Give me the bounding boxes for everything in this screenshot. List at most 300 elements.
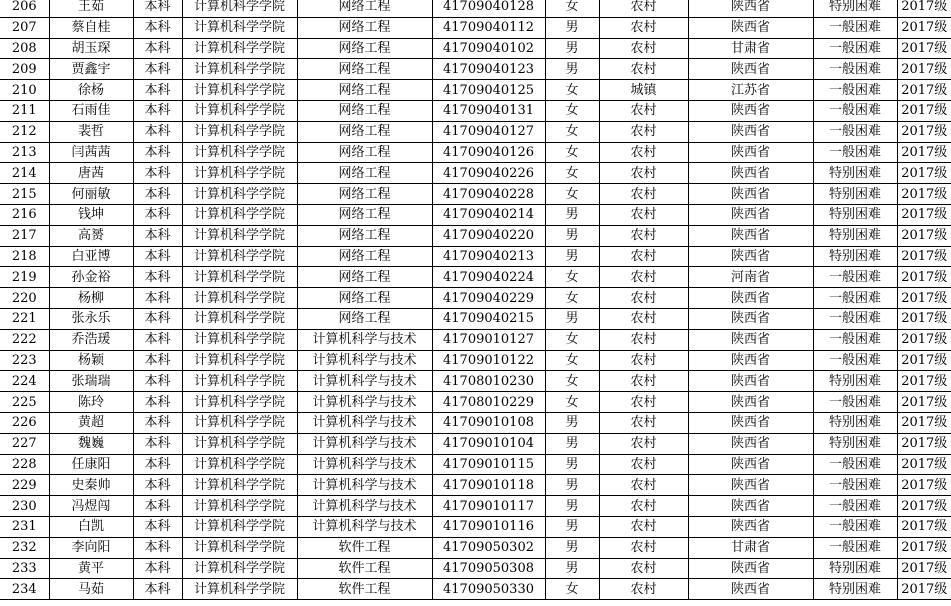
name-cell: 杨颖 (49, 350, 133, 371)
difficulty-cell: 特别困难 (813, 371, 897, 392)
difficulty-cell: 特别困难 (813, 0, 897, 17)
student-id-cell: 41709010108 (432, 412, 545, 433)
student-id-cell: 41709040220 (432, 225, 545, 246)
gender-cell: 男 (545, 308, 599, 329)
province-cell: 河南省 (688, 267, 813, 288)
major-cell: 网络工程 (297, 246, 432, 267)
province-cell: 陕西省 (688, 225, 813, 246)
table-row (0, 246, 951, 267)
province-cell: 陕西省 (688, 308, 813, 329)
major-cell: 计算机科学与技术 (297, 392, 432, 413)
college-cell: 计算机科学学院 (182, 558, 297, 579)
difficulty-cell: 一般困难 (813, 17, 897, 38)
gender-cell: 女 (545, 392, 599, 413)
name-cell: 马茹 (49, 579, 133, 600)
seq-cell: 228 (0, 454, 49, 475)
name-cell: 孙金裕 (49, 267, 133, 288)
grade-cell: 2017级 (897, 579, 951, 600)
difficulty-cell: 一般困难 (813, 475, 897, 496)
level-cell: 本科 (133, 392, 182, 413)
student-id-cell: 41708010230 (432, 371, 545, 392)
province-cell: 陕西省 (688, 288, 813, 309)
seq-cell: 221 (0, 308, 49, 329)
residence-cell: 农村 (599, 412, 688, 433)
college-cell: 计算机科学学院 (182, 350, 297, 371)
gender-cell: 女 (545, 288, 599, 309)
college-cell: 计算机科学学院 (182, 475, 297, 496)
major-cell: 网络工程 (297, 59, 432, 80)
gender-cell: 男 (545, 558, 599, 579)
seq-cell: 234 (0, 579, 49, 600)
grade-cell: 2017级 (897, 80, 951, 101)
residence-cell: 农村 (599, 184, 688, 205)
college-cell: 计算机科学学院 (182, 392, 297, 413)
residence-cell: 农村 (599, 558, 688, 579)
level-cell: 本科 (133, 433, 182, 454)
gender-cell: 女 (545, 267, 599, 288)
student-id-cell: 41709040125 (432, 80, 545, 101)
seq-cell: 222 (0, 329, 49, 350)
province-cell: 陕西省 (688, 454, 813, 475)
province-cell: 陕西省 (688, 516, 813, 537)
seq-cell: 218 (0, 246, 49, 267)
college-cell: 计算机科学学院 (182, 579, 297, 600)
name-cell: 石雨佳 (49, 100, 133, 121)
college-cell: 计算机科学学院 (182, 412, 297, 433)
table-row (0, 371, 951, 392)
student-id-cell: 41709040128 (432, 0, 545, 17)
major-cell: 网络工程 (297, 184, 432, 205)
difficulty-cell: 特别困难 (813, 246, 897, 267)
difficulty-cell: 一般困难 (813, 59, 897, 80)
major-cell: 网络工程 (297, 80, 432, 101)
residence-cell: 农村 (599, 496, 688, 517)
student-id-cell: 41709040229 (432, 288, 545, 309)
name-cell: 白凯 (49, 516, 133, 537)
gender-cell: 女 (545, 371, 599, 392)
major-cell: 网络工程 (297, 0, 432, 17)
college-cell: 计算机科学学院 (182, 121, 297, 142)
name-cell: 陈玲 (49, 392, 133, 413)
level-cell: 本科 (133, 329, 182, 350)
difficulty-cell: 特别困难 (813, 433, 897, 454)
gender-cell: 男 (545, 454, 599, 475)
province-cell: 陕西省 (688, 412, 813, 433)
level-cell: 本科 (133, 308, 182, 329)
grade-cell: 2017级 (897, 0, 951, 17)
table-row (0, 475, 951, 496)
level-cell: 本科 (133, 184, 182, 205)
name-cell: 黄超 (49, 412, 133, 433)
major-cell: 网络工程 (297, 163, 432, 184)
residence-cell: 农村 (599, 17, 688, 38)
college-cell: 计算机科学学院 (182, 454, 297, 475)
name-cell: 高赟 (49, 225, 133, 246)
difficulty-cell: 一般困难 (813, 350, 897, 371)
level-cell: 本科 (133, 288, 182, 309)
name-cell: 蔡自桂 (49, 17, 133, 38)
table-row (0, 17, 951, 38)
grade-cell: 2017级 (897, 392, 951, 413)
residence-cell: 农村 (599, 225, 688, 246)
student-id-cell: 41709010118 (432, 475, 545, 496)
province-cell: 陕西省 (688, 558, 813, 579)
province-cell: 甘肃省 (688, 537, 813, 558)
table-row (0, 142, 951, 163)
name-cell: 任康阳 (49, 454, 133, 475)
residence-cell: 农村 (599, 579, 688, 600)
major-cell: 计算机科学与技术 (297, 412, 432, 433)
level-cell: 本科 (133, 204, 182, 225)
major-cell: 网络工程 (297, 17, 432, 38)
grade-cell: 2017级 (897, 516, 951, 537)
gender-cell: 男 (545, 516, 599, 537)
student-id-cell: 41709010115 (432, 454, 545, 475)
seq-cell: 206 (0, 0, 49, 17)
seq-cell: 227 (0, 433, 49, 454)
student-id-cell: 41709040123 (432, 59, 545, 80)
grade-cell: 2017级 (897, 267, 951, 288)
seq-cell: 217 (0, 225, 49, 246)
student-id-cell: 41709040131 (432, 100, 545, 121)
residence-cell: 农村 (599, 59, 688, 80)
grade-cell: 2017级 (897, 475, 951, 496)
seq-cell: 213 (0, 142, 49, 163)
level-cell: 本科 (133, 350, 182, 371)
residence-cell: 农村 (599, 371, 688, 392)
gender-cell: 女 (545, 142, 599, 163)
college-cell: 计算机科学学院 (182, 246, 297, 267)
major-cell: 软件工程 (297, 579, 432, 600)
name-cell: 李向阳 (49, 537, 133, 558)
table-row (0, 412, 951, 433)
seq-cell: 232 (0, 537, 49, 558)
student-id-cell: 41709040102 (432, 38, 545, 59)
difficulty-cell: 一般困难 (813, 121, 897, 142)
seq-cell: 207 (0, 17, 49, 38)
name-cell: 乔浩瑗 (49, 329, 133, 350)
student-id-cell: 41709040213 (432, 246, 545, 267)
table-row (0, 516, 951, 537)
table-row (0, 558, 951, 579)
name-cell: 史秦帅 (49, 475, 133, 496)
name-cell: 白亚博 (49, 246, 133, 267)
level-cell: 本科 (133, 17, 182, 38)
grade-cell: 2017级 (897, 537, 951, 558)
major-cell: 计算机科学与技术 (297, 433, 432, 454)
level-cell: 本科 (133, 558, 182, 579)
table-row (0, 184, 951, 205)
level-cell: 本科 (133, 59, 182, 80)
student-id-cell: 41709010117 (432, 496, 545, 517)
seq-cell: 219 (0, 267, 49, 288)
province-cell: 陕西省 (688, 0, 813, 17)
residence-cell: 农村 (599, 267, 688, 288)
grade-cell: 2017级 (897, 329, 951, 350)
residence-cell: 农村 (599, 392, 688, 413)
seq-cell: 229 (0, 475, 49, 496)
college-cell: 计算机科学学院 (182, 80, 297, 101)
table-row (0, 433, 951, 454)
table-row (0, 329, 951, 350)
college-cell: 计算机科学学院 (182, 267, 297, 288)
province-cell: 江苏省 (688, 80, 813, 101)
college-cell: 计算机科学学院 (182, 142, 297, 163)
gender-cell: 男 (545, 246, 599, 267)
residence-cell: 农村 (599, 100, 688, 121)
residence-cell: 农村 (599, 350, 688, 371)
student-id-cell: 41709010104 (432, 433, 545, 454)
province-cell: 陕西省 (688, 579, 813, 600)
table-row (0, 267, 951, 288)
province-cell: 陕西省 (688, 496, 813, 517)
gender-cell: 男 (545, 59, 599, 80)
grade-cell: 2017级 (897, 204, 951, 225)
gender-cell: 女 (545, 121, 599, 142)
level-cell: 本科 (133, 475, 182, 496)
level-cell: 本科 (133, 371, 182, 392)
gender-cell: 女 (545, 350, 599, 371)
gender-cell: 男 (545, 17, 599, 38)
province-cell: 甘肃省 (688, 38, 813, 59)
table-row (0, 308, 951, 329)
student-id-cell: 41709040112 (432, 17, 545, 38)
grade-cell: 2017级 (897, 288, 951, 309)
major-cell: 网络工程 (297, 38, 432, 59)
province-cell: 陕西省 (688, 204, 813, 225)
seq-cell: 220 (0, 288, 49, 309)
college-cell: 计算机科学学院 (182, 184, 297, 205)
name-cell: 唐茜 (49, 163, 133, 184)
student-id-cell: 41709040228 (432, 184, 545, 205)
level-cell: 本科 (133, 38, 182, 59)
seq-cell: 214 (0, 163, 49, 184)
gender-cell: 女 (545, 163, 599, 184)
name-cell: 冯煜闯 (49, 496, 133, 517)
student-id-cell: 41709040126 (432, 142, 545, 163)
name-cell: 胡玉琛 (49, 38, 133, 59)
grade-cell: 2017级 (897, 371, 951, 392)
major-cell: 网络工程 (297, 267, 432, 288)
table-row (0, 204, 951, 225)
province-cell: 陕西省 (688, 329, 813, 350)
name-cell: 贾鑫宇 (49, 59, 133, 80)
province-cell: 陕西省 (688, 184, 813, 205)
residence-cell: 农村 (599, 142, 688, 163)
major-cell: 计算机科学与技术 (297, 454, 432, 475)
name-cell: 裴哲 (49, 121, 133, 142)
name-cell: 黄平 (49, 558, 133, 579)
difficulty-cell: 特别困难 (813, 412, 897, 433)
difficulty-cell: 特别困难 (813, 558, 897, 579)
seq-cell: 211 (0, 100, 49, 121)
province-cell: 陕西省 (688, 475, 813, 496)
major-cell: 计算机科学与技术 (297, 496, 432, 517)
college-cell: 计算机科学学院 (182, 100, 297, 121)
seq-cell: 224 (0, 371, 49, 392)
major-cell: 网络工程 (297, 142, 432, 163)
difficulty-cell: 特别困难 (813, 579, 897, 600)
college-cell: 计算机科学学院 (182, 516, 297, 537)
difficulty-cell: 一般困难 (813, 100, 897, 121)
table-row (0, 496, 951, 517)
grade-cell: 2017级 (897, 59, 951, 80)
table-row (0, 392, 951, 413)
gender-cell: 女 (545, 0, 599, 17)
gender-cell: 女 (545, 329, 599, 350)
college-cell: 计算机科学学院 (182, 308, 297, 329)
residence-cell: 农村 (599, 0, 688, 17)
table-row (0, 350, 951, 371)
province-cell: 陕西省 (688, 371, 813, 392)
student-id-cell: 41709040214 (432, 204, 545, 225)
seq-cell: 212 (0, 121, 49, 142)
student-id-cell: 41709040127 (432, 121, 545, 142)
level-cell: 本科 (133, 100, 182, 121)
gender-cell: 男 (545, 475, 599, 496)
difficulty-cell: 特别困难 (813, 184, 897, 205)
grade-cell: 2017级 (897, 350, 951, 371)
gender-cell: 男 (545, 38, 599, 59)
difficulty-cell: 特别困难 (813, 163, 897, 184)
student-id-cell: 41709040224 (432, 267, 545, 288)
table-row (0, 225, 951, 246)
province-cell: 陕西省 (688, 17, 813, 38)
grade-cell: 2017级 (897, 246, 951, 267)
name-cell: 闫茜茜 (49, 142, 133, 163)
major-cell: 计算机科学与技术 (297, 329, 432, 350)
residence-cell: 农村 (599, 537, 688, 558)
level-cell: 本科 (133, 579, 182, 600)
difficulty-cell: 一般困难 (813, 516, 897, 537)
difficulty-cell: 一般困难 (813, 288, 897, 309)
difficulty-cell: 一般困难 (813, 267, 897, 288)
difficulty-cell: 特别困难 (813, 225, 897, 246)
gender-cell: 女 (545, 100, 599, 121)
grade-cell: 2017级 (897, 308, 951, 329)
gender-cell: 男 (545, 433, 599, 454)
gender-cell: 男 (545, 225, 599, 246)
residence-cell: 农村 (599, 163, 688, 184)
level-cell: 本科 (133, 267, 182, 288)
level-cell: 本科 (133, 516, 182, 537)
major-cell: 网络工程 (297, 288, 432, 309)
student-id-cell: 41709040215 (432, 308, 545, 329)
level-cell: 本科 (133, 454, 182, 475)
major-cell: 计算机科学与技术 (297, 475, 432, 496)
seq-cell: 223 (0, 350, 49, 371)
seq-cell: 231 (0, 516, 49, 537)
gender-cell: 女 (545, 579, 599, 600)
name-cell: 何丽敏 (49, 184, 133, 205)
grade-cell: 2017级 (897, 163, 951, 184)
student-id-cell: 41709010127 (432, 329, 545, 350)
college-cell: 计算机科学学院 (182, 225, 297, 246)
level-cell: 本科 (133, 412, 182, 433)
table-row (0, 163, 951, 184)
major-cell: 网络工程 (297, 308, 432, 329)
difficulty-cell: 一般困难 (813, 80, 897, 101)
residence-cell: 农村 (599, 516, 688, 537)
province-cell: 陕西省 (688, 142, 813, 163)
province-cell: 陕西省 (688, 392, 813, 413)
college-cell: 计算机科学学院 (182, 329, 297, 350)
gender-cell: 男 (545, 412, 599, 433)
college-cell: 计算机科学学院 (182, 17, 297, 38)
difficulty-cell: 特别困难 (813, 204, 897, 225)
level-cell: 本科 (133, 142, 182, 163)
major-cell: 网络工程 (297, 100, 432, 121)
name-cell: 钱坤 (49, 204, 133, 225)
seq-cell: 216 (0, 204, 49, 225)
table-row (0, 121, 951, 142)
name-cell: 张瑞瑞 (49, 371, 133, 392)
grade-cell: 2017级 (897, 17, 951, 38)
grade-cell: 2017级 (897, 496, 951, 517)
table-row (0, 38, 951, 59)
level-cell: 本科 (133, 163, 182, 184)
table-row (0, 0, 951, 17)
table-row (0, 100, 951, 121)
grade-cell: 2017级 (897, 225, 951, 246)
major-cell: 网络工程 (297, 225, 432, 246)
difficulty-cell: 一般困难 (813, 496, 897, 517)
major-cell: 网络工程 (297, 121, 432, 142)
college-cell: 计算机科学学院 (182, 163, 297, 184)
difficulty-cell: 一般困难 (813, 454, 897, 475)
table-row (0, 288, 951, 309)
residence-cell: 农村 (599, 475, 688, 496)
seq-cell: 209 (0, 59, 49, 80)
residence-cell: 农村 (599, 329, 688, 350)
college-cell: 计算机科学学院 (182, 59, 297, 80)
residence-cell: 农村 (599, 121, 688, 142)
student-id-cell: 41709010122 (432, 350, 545, 371)
grade-cell: 2017级 (897, 121, 951, 142)
level-cell: 本科 (133, 537, 182, 558)
grade-cell: 2017级 (897, 433, 951, 454)
difficulty-cell: 一般困难 (813, 329, 897, 350)
table-row (0, 454, 951, 475)
college-cell: 计算机科学学院 (182, 204, 297, 225)
college-cell: 计算机科学学院 (182, 0, 297, 17)
province-cell: 陕西省 (688, 433, 813, 454)
college-cell: 计算机科学学院 (182, 288, 297, 309)
gender-cell: 男 (545, 537, 599, 558)
province-cell: 陕西省 (688, 246, 813, 267)
seq-cell: 233 (0, 558, 49, 579)
residence-cell: 农村 (599, 454, 688, 475)
gender-cell: 女 (545, 184, 599, 205)
difficulty-cell: 一般困难 (813, 308, 897, 329)
residence-cell: 农村 (599, 288, 688, 309)
major-cell: 网络工程 (297, 204, 432, 225)
name-cell: 徐杨 (49, 80, 133, 101)
residence-cell: 农村 (599, 246, 688, 267)
grade-cell: 2017级 (897, 184, 951, 205)
table-row (0, 59, 951, 80)
grade-cell: 2017级 (897, 38, 951, 59)
level-cell: 本科 (133, 496, 182, 517)
major-cell: 软件工程 (297, 558, 432, 579)
major-cell: 计算机科学与技术 (297, 516, 432, 537)
seq-cell: 210 (0, 80, 49, 101)
difficulty-cell: 一般困难 (813, 142, 897, 163)
name-cell: 魏巍 (49, 433, 133, 454)
seq-cell: 230 (0, 496, 49, 517)
student-id-cell: 41709050330 (432, 579, 545, 600)
seq-cell: 225 (0, 392, 49, 413)
